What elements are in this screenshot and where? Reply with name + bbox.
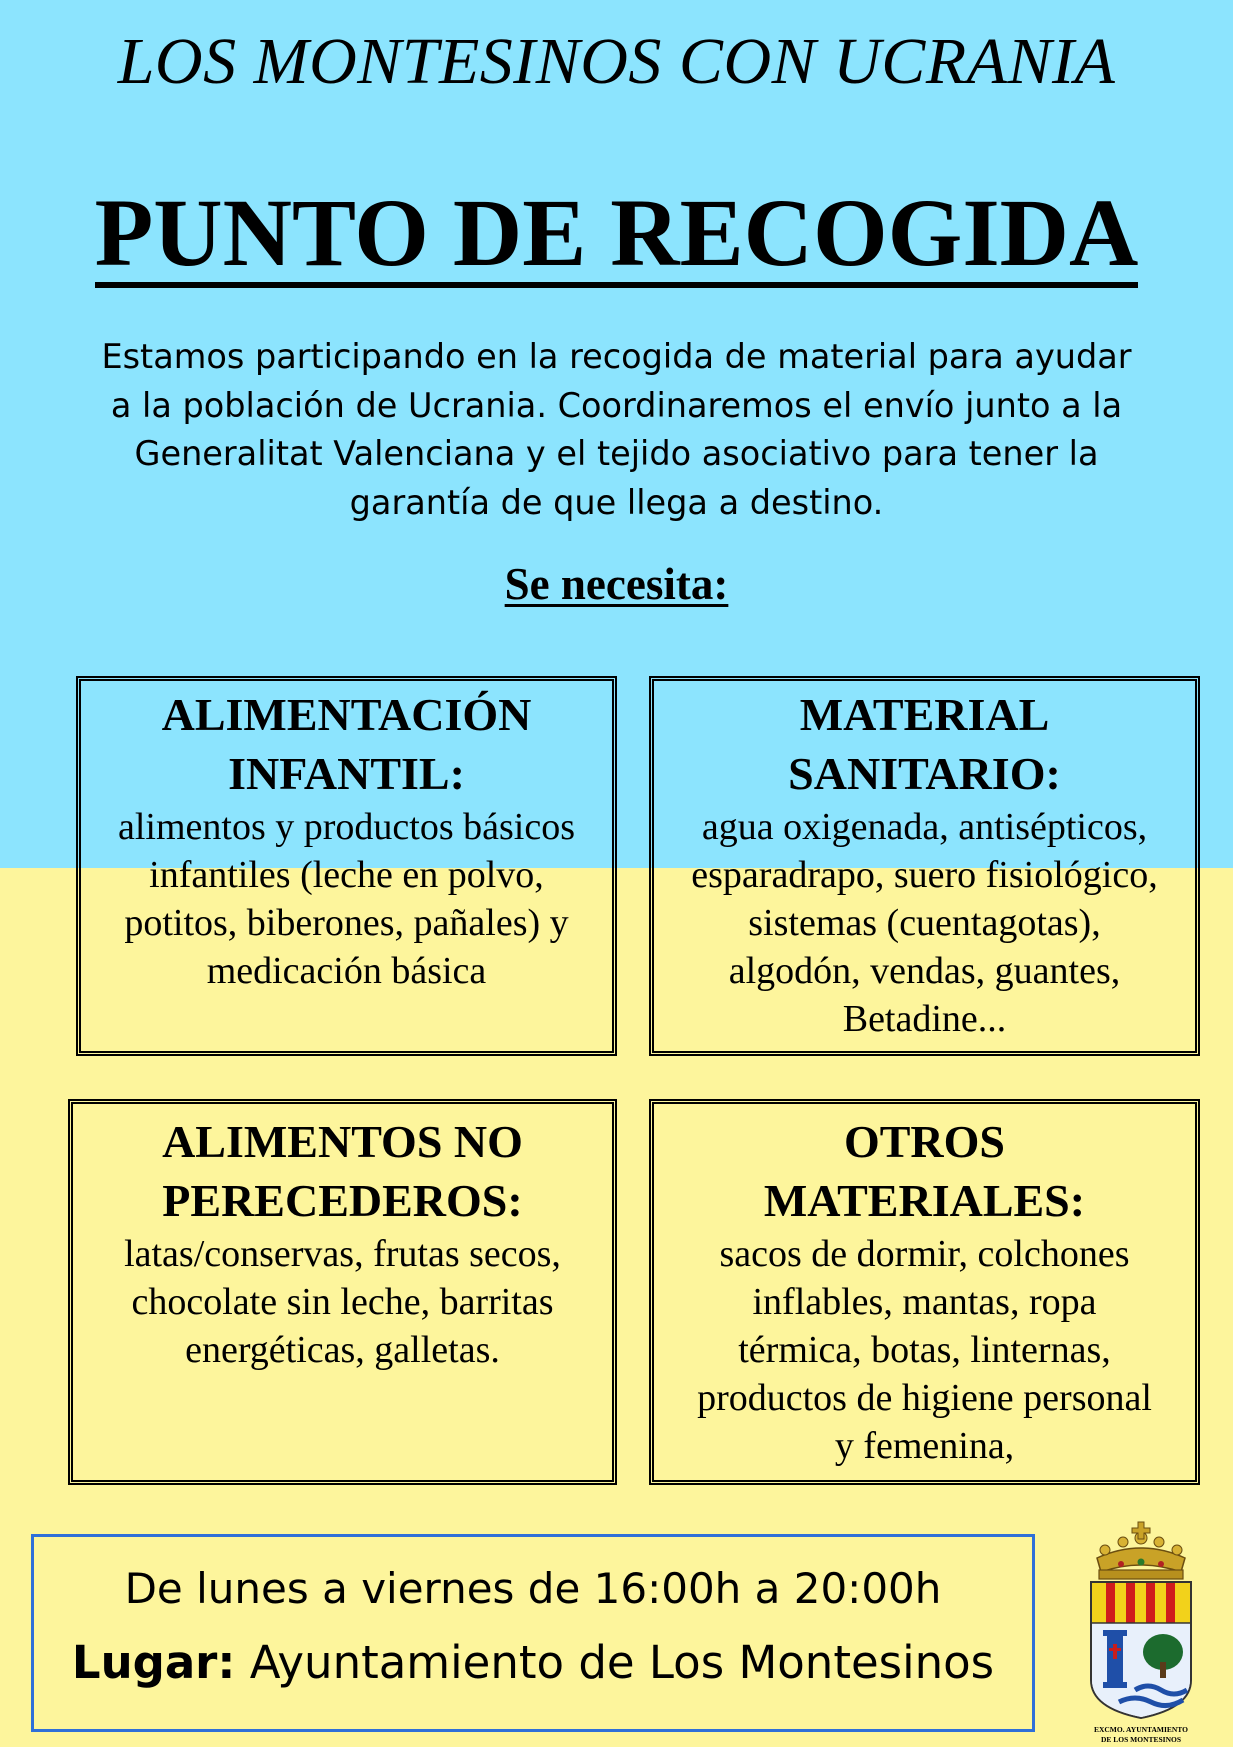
- box-title-line: PERECEDEROS:: [162, 1175, 523, 1226]
- box-title-line: OTROS: [843, 1116, 1006, 1167]
- intro-line: Generalitat Valenciana y el tejido asociativo para tener la: [134, 434, 1099, 473]
- intro-paragraph: [18, 333, 1215, 527]
- emblem-caption-line2: DE LOS MONTESINOS: [1100, 1735, 1182, 1744]
- box-body-line: agua oxigenada, antisépticos,: [701, 806, 1148, 848]
- box-title-line: ALIMENTACIÓN: [161, 689, 532, 740]
- box-body-line: sistemas (cuentagotas),: [748, 902, 1101, 944]
- box-medical-supplies: [649, 676, 1200, 1056]
- box-body-line: energéticas, galletas.: [185, 1329, 500, 1371]
- box-body-line: productos de higiene personal: [697, 1377, 1152, 1419]
- emblem-caption-line1: EXCMO. AYUNTAMIENTO: [1093, 1725, 1189, 1734]
- shield-icon: [1091, 1582, 1191, 1718]
- box-body-line: infantiles (leche en polvo,: [149, 854, 544, 896]
- header-subtitle: LOS MONTESINOS CON UCRANIA: [117, 25, 1116, 98]
- municipal-coat-of-arms: [1083, 1512, 1199, 1744]
- box-body-line: inflables, mantas, ropa: [752, 1281, 1097, 1323]
- box-body-line: chocolate sin leche, barritas: [131, 1281, 554, 1323]
- box-title-line: MATERIAL: [799, 689, 1050, 740]
- box-body-line: algodón, vendas, guantes,: [728, 950, 1121, 992]
- box-body-line: y femenina,: [834, 1425, 1015, 1467]
- box-body-line: latas/conservas, frutas secos,: [124, 1233, 561, 1275]
- needs-heading-text: Se necesita:: [504, 559, 729, 609]
- box-body-line: Betadine...: [842, 998, 1007, 1040]
- place-label: Lugar:: [71, 1636, 236, 1689]
- box-non-perishable-food: [68, 1099, 617, 1485]
- box-infant-food: [76, 676, 617, 1056]
- intro-line: garantía de que llega a destino.: [349, 482, 884, 522]
- box-body-line: térmica, botas, linternas,: [738, 1329, 1111, 1371]
- box-body-line: sacos de dormir, colchones: [719, 1233, 1130, 1275]
- box-body-line: medicación básica: [206, 950, 487, 992]
- schedule-hours: De lunes a viernes de 16:00h a 20:00h: [124, 1564, 942, 1613]
- needs-heading: [0, 556, 1233, 612]
- box-other-materials: [649, 1099, 1200, 1485]
- schedule-place: [34, 1633, 1032, 1693]
- box-title-line: SANITARIO:: [788, 748, 1061, 799]
- box-title-line: ALIMENTOS NO: [162, 1116, 523, 1167]
- box-body-line: alimentos y productos básicos: [118, 806, 575, 848]
- page-title-text: PUNTO DE RECOGIDA: [94, 179, 1139, 286]
- intro-line: Estamos participando en la recogida de material para ayudar: [101, 337, 1132, 376]
- box-body-line: esparadrapo, suero fisiológico,: [691, 854, 1158, 896]
- box-body-line: potitos, biberones, pañales) y: [124, 902, 569, 944]
- page-title: [0, 178, 1233, 288]
- box-title-line: INFANTIL:: [228, 748, 465, 799]
- schedule-box: [31, 1534, 1035, 1732]
- place-value: Ayuntamiento de Los Montesinos: [249, 1636, 995, 1689]
- crown-icon: [1097, 1522, 1185, 1579]
- box-title-line: MATERIALES:: [763, 1175, 1086, 1226]
- intro-line: a la población de Ucrania. Coordinaremos el envío junto a la: [110, 385, 1123, 425]
